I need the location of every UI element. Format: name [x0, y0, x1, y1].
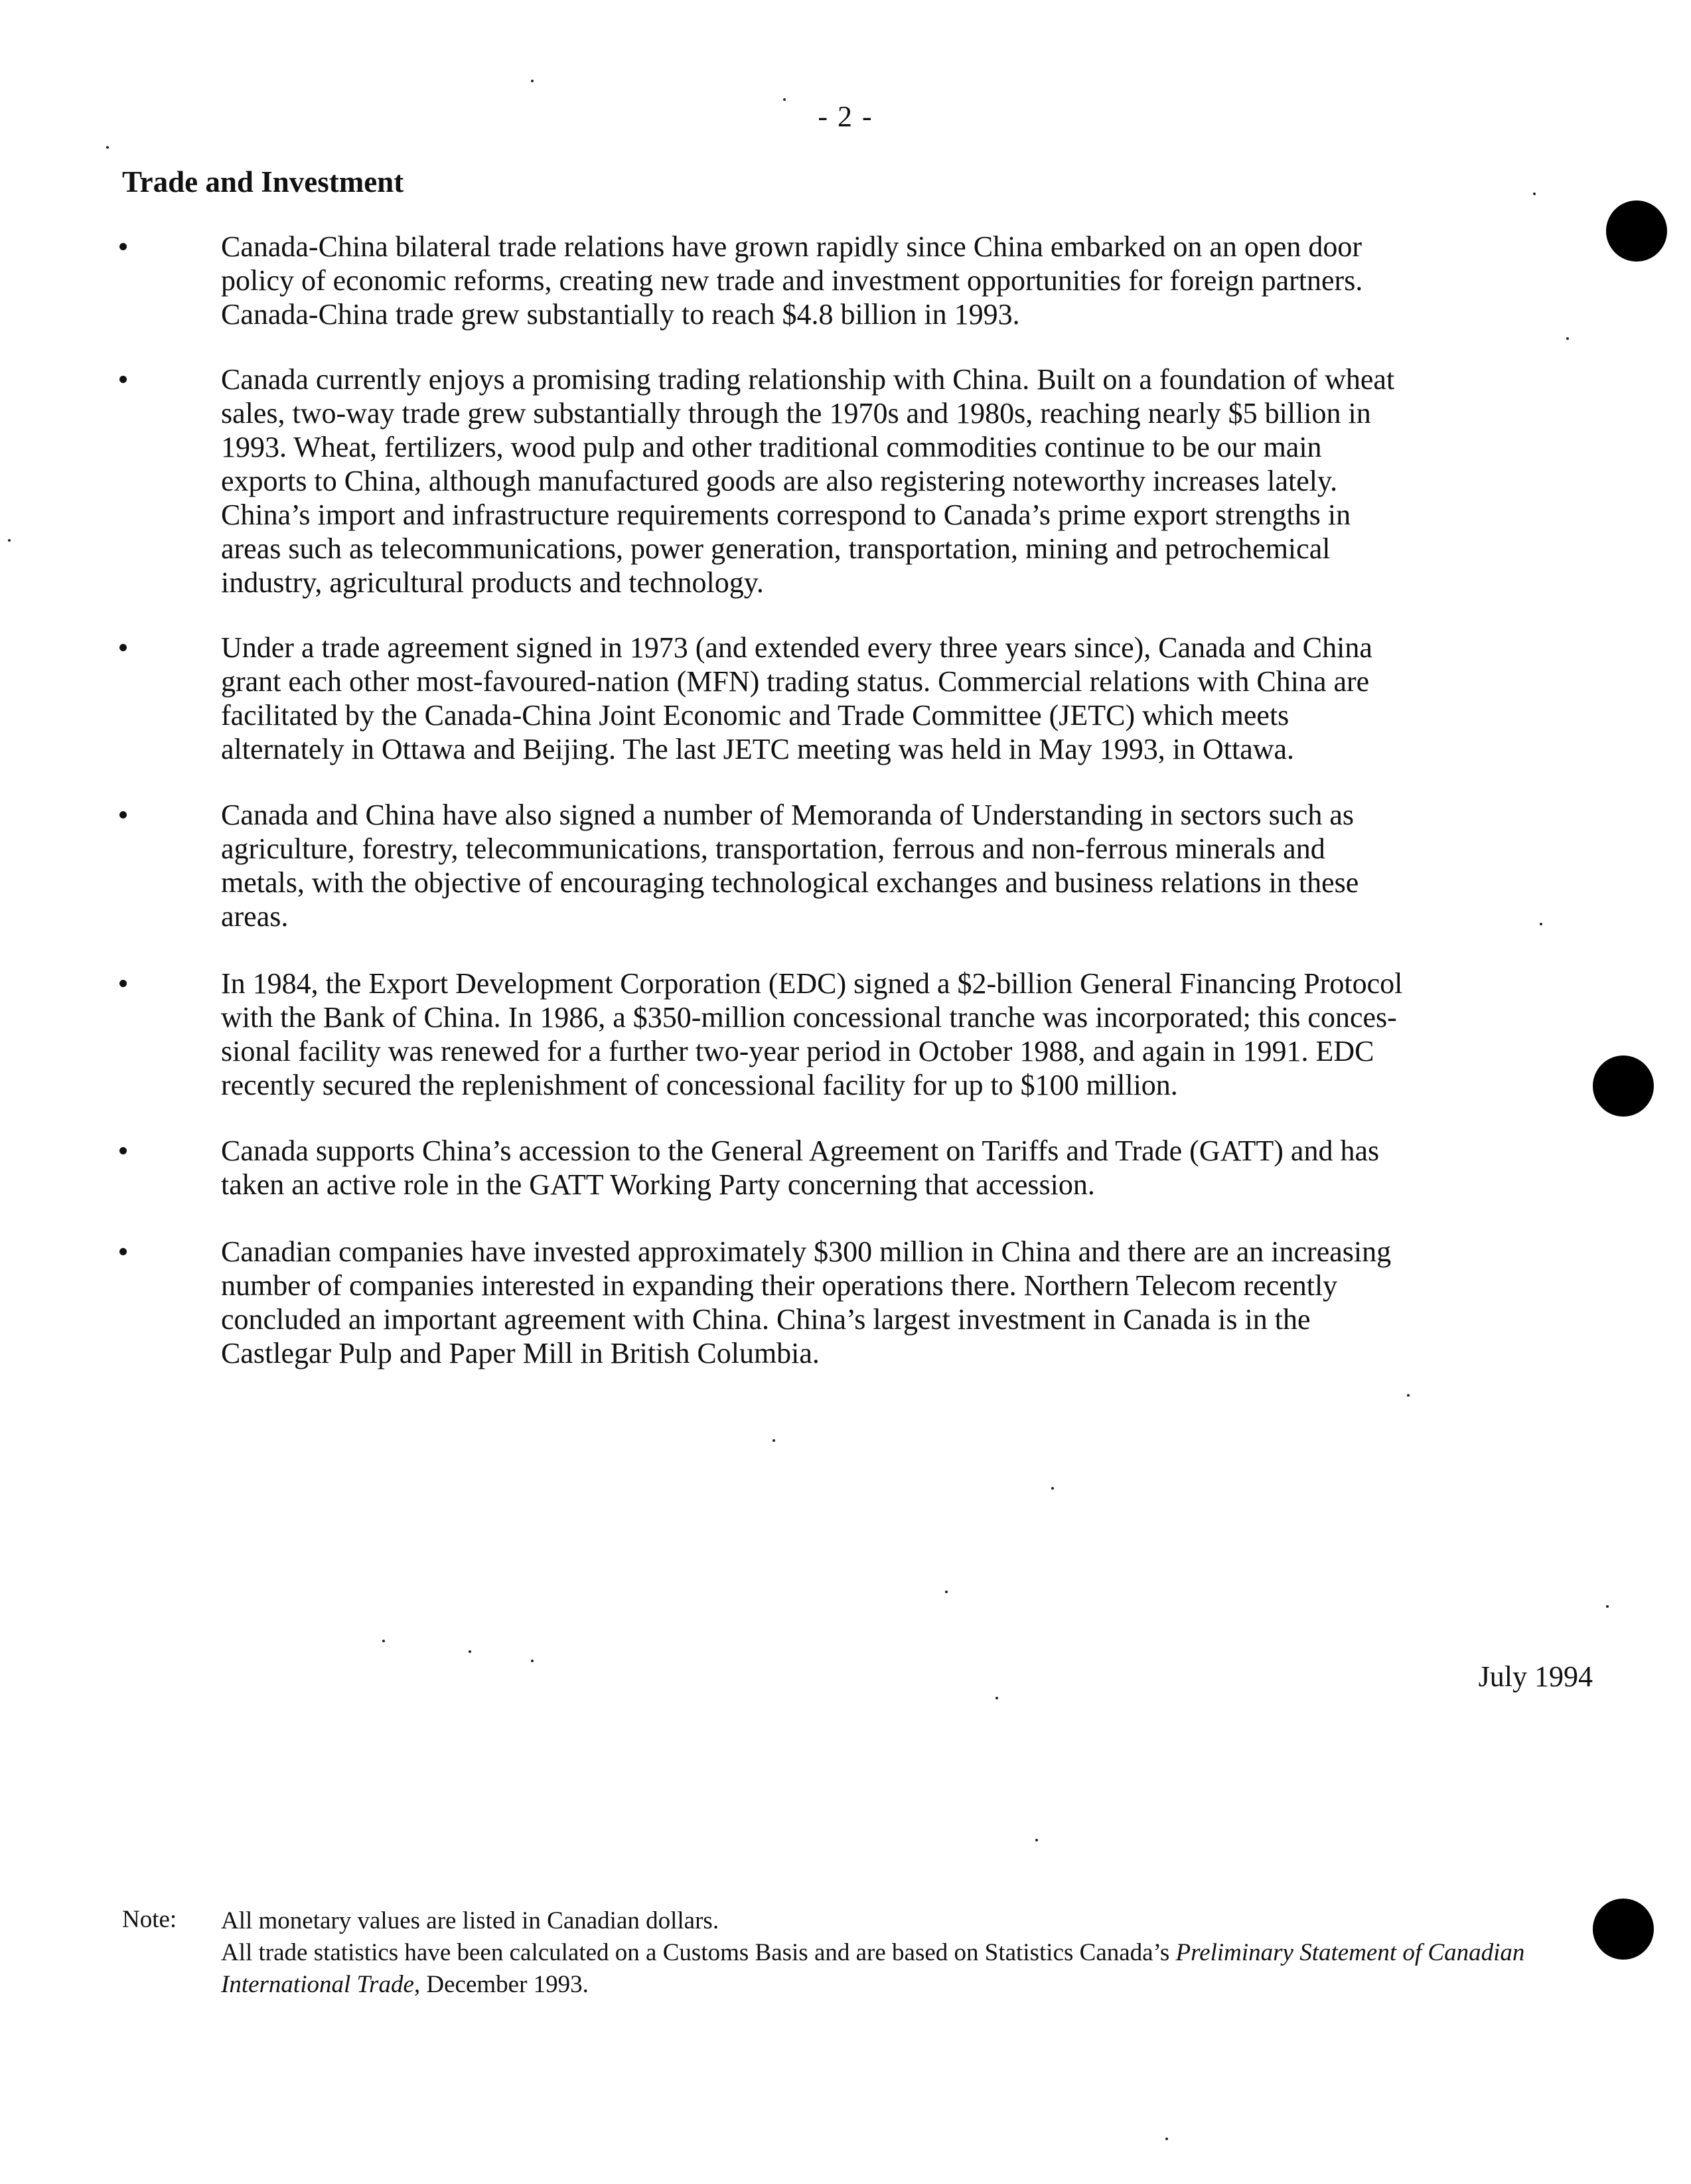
scan-speck [1540, 923, 1542, 925]
scan-speck [1165, 2138, 1168, 2140]
bullet-text-2: Canada currently enjoys a promising trading relationship with China. Built on a foundation of wheat sales, two-way trade grew substantially through the 1970s and 1980s, reaching nearly $5 billion in 1993. Wheat, fertilizers, wood pulp and other traditional commodities continue to be our main exports to China, although manufactured goods are also registering noteworthy increases lately. China’s import and infrastructure requirements correspond to Canada’s prime export strengths in areas such as telecommunications, power generation, transportation, mining and petrochemical industry, agricultural products and technology. [221, 363, 1395, 599]
bullet-dot-icon [119, 1147, 127, 1154]
scan-speck [945, 1591, 948, 1593]
scan-speck [995, 1697, 998, 1699]
bullet-text-6: Canada supports China’s accession to the General Agreement on Tariffs and Trade (GATT) and has taken an active role in the GATT Working Party concerning that accession. [221, 1134, 1380, 1201]
date-line: July 1994 [1478, 1660, 1593, 1693]
scan-speck [1606, 1605, 1609, 1608]
scan-speck [772, 1439, 775, 1442]
bullet-text-5: In 1984, the Export Development Corporation (EDC) signed a $2-billion General Financing Protocol with the Bank of China. In 1986, a $350-million concessional tranche was incorporated; this conces- sional facility was renewed for a further two-year period in October 1988, and again in 1991. EDC recently secured the replenishment of concessional facility for up to $100 million. [221, 967, 1403, 1101]
bullet-text-7: Canadian companies have invested approximately $300 million in China and there are an increasing number of companies interested in expanding their operations there. Northern Telecom recently concluded an important agreement with China. China’s largest investment in Canada is in the Castlegar Pulp and Paper Mill in British Columbia. [221, 1235, 1392, 1369]
scan-speck [106, 146, 109, 149]
scan-speck [531, 1660, 534, 1662]
note-line-2-suffix: December 1993. [420, 1971, 589, 1998]
section-heading: Trade and Investment [122, 165, 404, 198]
scan-speck [382, 1640, 385, 1642]
bullet-dot-icon [119, 980, 127, 987]
scan-speck [1566, 337, 1569, 340]
note-line-1: All monetary values are listed in Canadian dollars. [221, 1907, 719, 1934]
bullet-text-1: Canada-China bilateral trade relations have grown rapidly since China embarked on an open door policy of economic reforms, creating new trade and investment opportunities for foreign partners. Canada-China trade grew substantially to reach $4.8 billion in 1993. [221, 230, 1363, 331]
punch-hole-icon [1593, 1055, 1654, 1117]
scan-speck [8, 539, 11, 542]
scan-speck [531, 80, 534, 82]
punch-hole-icon [1606, 200, 1667, 262]
note-publication-title: Preliminary Statement of Canadian International Trade, [221, 1939, 1525, 1998]
bullet-dot-icon [119, 1248, 127, 1255]
bullet-text-3: Under a trade agreement signed in 1973 (and extended every three years since), Canada and China grant each other most-favoured-nation (MFN) trading status. Commercial relations with China are facilitated by the Canada-China Joint Economic and Trade Committee (JETC) which meets alternately in Ottawa and Beijing. The last JETC meeting was held in May 1993, in Ottawa. [221, 631, 1372, 765]
note-line-2 [221, 1937, 1581, 2001]
bullet-dot-icon [119, 376, 127, 383]
bullet-dot-icon [119, 243, 127, 250]
bullet-dot-icon [119, 644, 127, 651]
bullet-text-4: Canada and China have also signed a number of Memoranda of Understanding in sectors such as agriculture, forestry, telecommunications, transportation, ferrous and non-ferrous minerals and metals, with the objective of encouraging technological exchanges and business relations in these areas. [221, 799, 1359, 933]
scan-speck [783, 98, 786, 101]
bullet-dot-icon [119, 811, 127, 819]
punch-hole-icon [1593, 1899, 1654, 1960]
note-label: Note: [122, 1906, 177, 1933]
scan-speck [1533, 193, 1536, 195]
scan-speck [1051, 1487, 1054, 1490]
scan-speck [469, 1650, 471, 1653]
page-number: - 2 - [818, 100, 873, 133]
scan-speck [1035, 1839, 1038, 1841]
scan-speck [1407, 1394, 1410, 1397]
note-line-2-prefix: All trade statistics have been calculated on a Customs Basis and are based on Statistics Canada’s [221, 1939, 1176, 1966]
note-text [221, 1905, 1581, 2001]
